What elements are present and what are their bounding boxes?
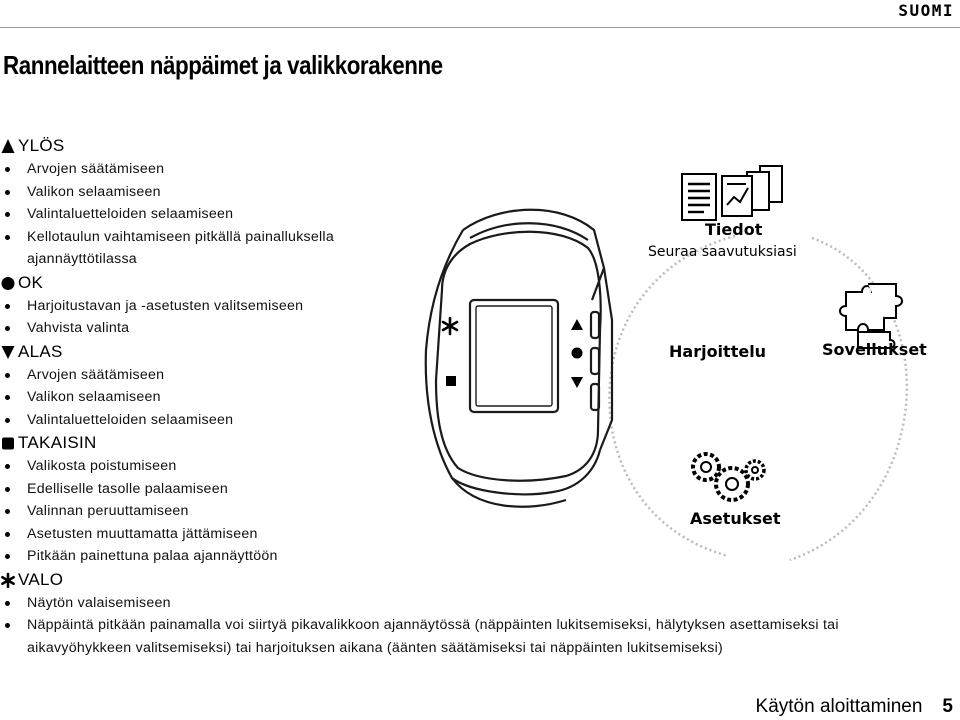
item-list (0, 295, 960, 340)
list-item: Valikon selaamiseen (0, 181, 960, 204)
section-up (0, 134, 960, 271)
list-item: Valikon selaamiseen (0, 386, 960, 409)
button-descriptions (0, 134, 960, 659)
list-item: Näytön valaisemiseen (0, 592, 960, 615)
list-item: Asetusten muuttamatta jättämiseen (0, 523, 960, 546)
up-triangle-icon (1, 138, 15, 154)
list-item: Kellotaulun vaihtamiseen pitkällä painalluksella ajannäyttötilassa (0, 226, 407, 271)
list-item: Valintaluetteloiden selaamiseen (0, 409, 960, 432)
heading-label: VALO (18, 569, 64, 589)
item-list (0, 364, 960, 432)
section-heading (0, 271, 960, 295)
section-heading (0, 134, 960, 158)
list-item: Näppäintä pitkään painamalla voi siirtyä pikavalikkoon ajannäytössä (näppäinten lukitsemiseksi, hälytyksen asettamiseksi tai aikavyöhykkeen valitsemiseksi) tai harjoituksen aikana (äänten säätämiseksi tai näppäinten lukitsemiseksi) (0, 614, 947, 659)
menu-label-tiedot: Tiedot (705, 220, 763, 239)
item-list (0, 592, 960, 660)
page-footer (756, 696, 953, 718)
menu-label-asetukset: Asetukset (690, 509, 781, 528)
watch-back-button-icon (446, 376, 456, 386)
section-heading (0, 431, 960, 455)
heading-label: TAKAISIN (18, 433, 97, 452)
heading-label: ALAS (18, 341, 63, 361)
menu-label-harjoittelu: Harjoittelu (669, 342, 767, 361)
list-item: Valikosta poistumiseen (0, 455, 960, 478)
section-heading (0, 568, 960, 592)
watch-ok-button-icon (572, 348, 583, 359)
list-item: Harjoitustavan ja -asetusten valitsemiseen (0, 295, 960, 318)
menu-label-sovellukset: Sovellukset (822, 340, 927, 359)
page-number: 5 (942, 696, 953, 717)
item-list (0, 455, 960, 568)
list-item: Valintaluetteloiden selaamiseen (0, 203, 960, 226)
list-item: Edelliselle tasolle palaamiseen (0, 478, 960, 501)
circle-icon (1, 275, 15, 291)
list-item: Arvojen säätämiseen (0, 158, 960, 181)
list-item: Vahvista valinta (0, 317, 960, 340)
section-down (0, 340, 960, 432)
section-heading (0, 340, 960, 364)
section-ok (0, 271, 960, 340)
heading-label: OK (18, 272, 44, 292)
page-title: Rannelaitteen näppäimet ja valikkorakenne (3, 50, 443, 80)
asterisk-icon (1, 572, 15, 588)
square-icon (1, 435, 15, 451)
menu-sublabel-tiedot: Seuraa saavutuksiasi (648, 244, 797, 260)
list-item: Pitkään painettuna palaa ajannäyttöön (0, 545, 960, 568)
heading-label: YLÖS (18, 136, 65, 155)
header-rule (0, 27, 960, 28)
list-item: Arvojen säätämiseen (0, 364, 960, 387)
section-light (0, 568, 960, 660)
down-triangle-icon (1, 344, 15, 360)
language-label: SUOMI (898, 1, 954, 20)
footer-section-title: Käytön aloittaminen (755, 696, 923, 717)
item-list (0, 158, 960, 271)
list-item: Valinnan peruuttamiseen (0, 500, 960, 523)
